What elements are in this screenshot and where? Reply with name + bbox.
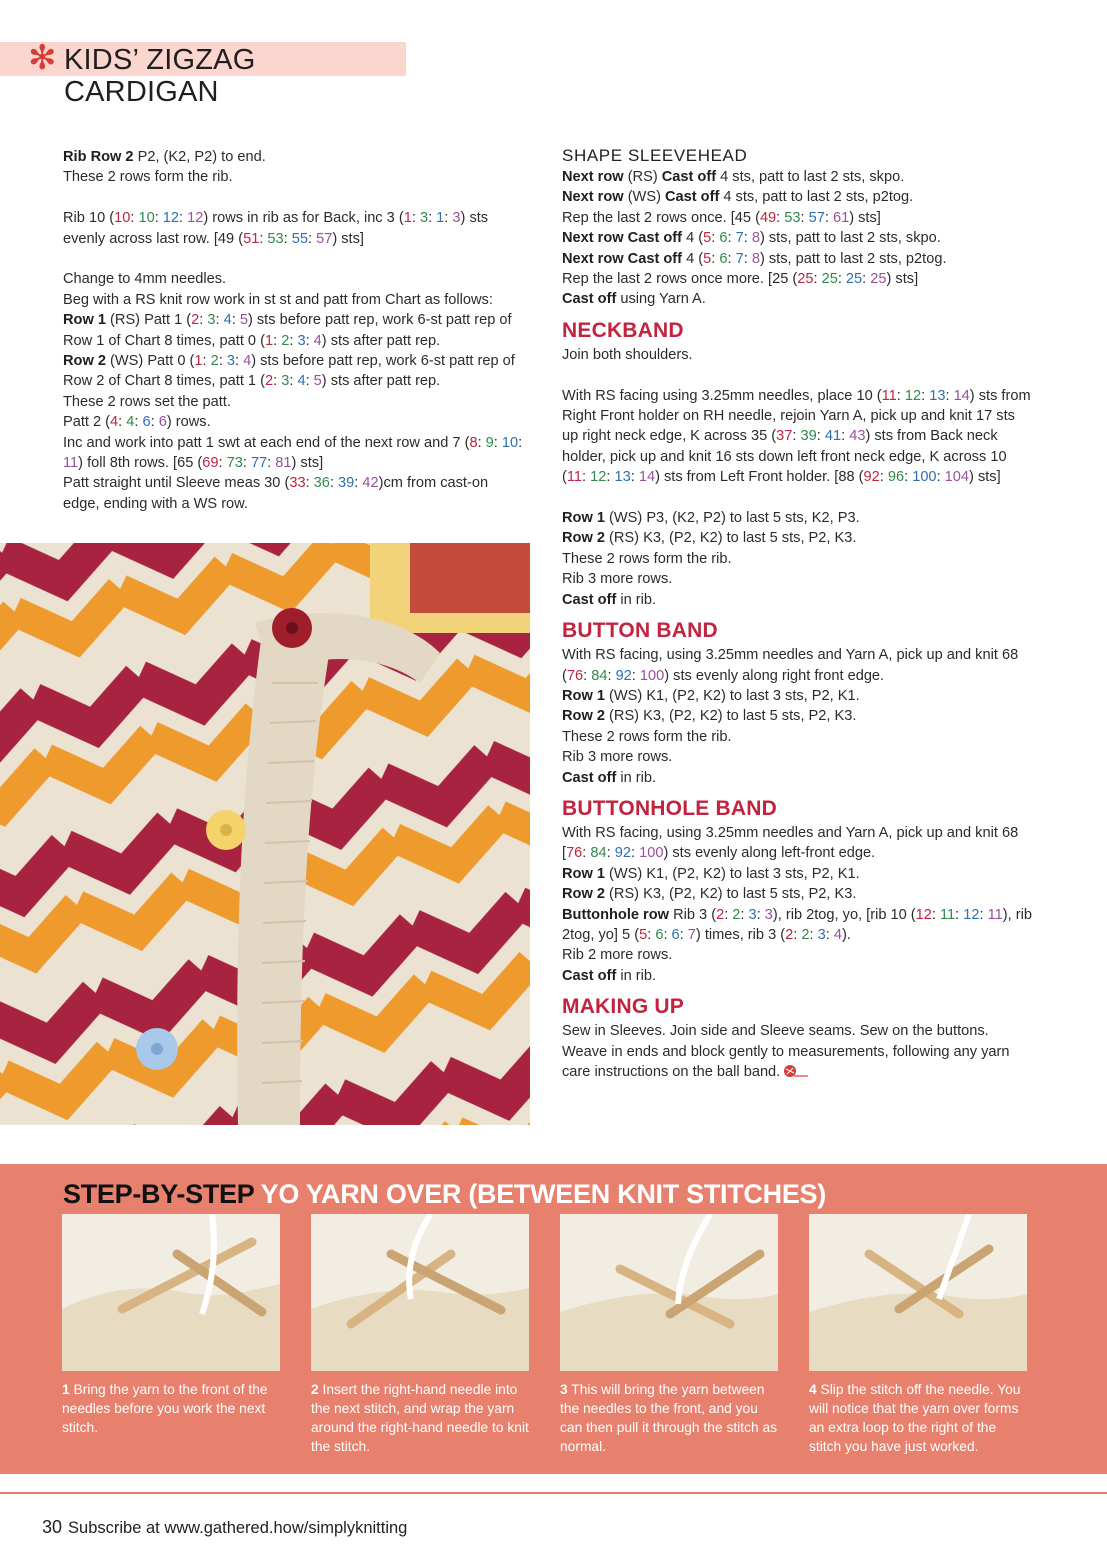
- neck-rib3: Rib 3 more rows.: [562, 571, 673, 588]
- bb-row-2: Row 2 (RS) K3, (P2, K2) to last 5 sts, P2, K3.: [562, 708, 857, 725]
- rib-form: These 2 rows form the rib.: [63, 169, 233, 186]
- rib10-para: Rib 10 (10: 10: 12: 12) rows in rib as for Back, inc 3 (1: 3: 1: 3) sts evenly across last row. [49 (51: 53: 55: 57) sts]: [63, 210, 489, 247]
- step-1-image: [62, 1214, 280, 1371]
- step-2-caption: 2 Insert the right-hand needle into the next stitch, and wrap the yarn around the right-hand needle to knit the stitch.: [311, 1382, 529, 1454]
- sh-line-1: Next row (RS) Cast off 4 sts, patt to last 2 sts, skpo.: [562, 169, 905, 185]
- buttonhole-band-heading: BUTTONHOLE BAND: [562, 796, 777, 820]
- change-needles: Change to 4mm needles.: [63, 271, 227, 288]
- red-button-icon: [272, 608, 312, 648]
- row-1: Row 1 (RS) Patt 1 (2: 3: 4: 5) sts before patt rep, work 6-st patt rep of Row 1 of Chart 8 times, patt 0 (1: 2: 3: 4) sts after patt rep.: [63, 312, 512, 349]
- neckband-heading: NECKBAND: [562, 318, 684, 342]
- yarn-ball-icon: [784, 1064, 808, 1078]
- page-title: KIDS’ ZIGZAG CARDIGAN: [64, 44, 256, 108]
- steps-title: STEP-BY-STEP YO YARN OVER (BETWEEN KNIT STITCHES): [63, 1179, 826, 1209]
- button-band-heading: BUTTON BAND: [562, 619, 718, 643]
- bh-rib2: Rib 2 more rows.: [562, 947, 673, 964]
- bb-rib3: Rib 3 more rows.: [562, 749, 673, 766]
- sh-line-7: Cast off using Yarn A.: [562, 291, 706, 308]
- bh-cast-off: Cast off in rib.: [562, 967, 657, 984]
- right-column: [562, 145, 1032, 1082]
- making-up-text: Sew in Sleeves. Join side and Sleeve seams. Sew on the buttons. Weave in ends and block gently to measurements, following any yarn care instructions on the ball band.: [562, 1023, 1010, 1080]
- sh-line-6: Rep the last 2 rows once more. [25 (25: 25: 25: 25) sts]: [562, 271, 919, 288]
- set-patt: These 2 rows set the patt.: [63, 393, 231, 410]
- bb-row-1: Row 1 (WS) K1, (P2, K2) to last 3 sts, P2, K1.: [562, 687, 860, 704]
- row-2: Row 2 (WS) Patt 0 (1: 2: 3: 4) sts before patt rep, work 6-st patt rep of Row 2 of Chart 8 times, patt 1 (2: 3: 4: 5) sts after patt rep.: [63, 353, 515, 390]
- step-2-image: [311, 1214, 529, 1371]
- asterisk-icon: ✻: [28, 39, 57, 77]
- bb-para: With RS facing, using 3.25mm needles and Yarn A, pick up and knit 68 (76: 84: 92: 100) sts evenly along right front edge.: [562, 647, 1019, 684]
- footer: [42, 1517, 407, 1538]
- rib-row-2: Rib Row 2 P2, (K2, P2) to end.: [63, 149, 266, 165]
- sh-line-5: Next row Cast off 4 (5: 6: 7: 8) sts, patt to last 2 sts, p2tog.: [562, 250, 947, 267]
- bh-row-1: Row 1 (WS) K1, (P2, K2) to last 3 sts, P2, K1.: [562, 865, 860, 882]
- step-4-image: [809, 1214, 1027, 1371]
- making-up-heading: MAKING UP: [562, 995, 684, 1019]
- sh-line-2: Next row (WS) Cast off 4 sts, patt to last 2 sts, p2tog.: [562, 189, 914, 206]
- step-1-caption: 1 Bring the yarn to the front of the needles before you work the next stitch.: [62, 1382, 268, 1435]
- step-3-image: [560, 1214, 778, 1371]
- neck-cast-off: Cast off in rib.: [562, 591, 657, 608]
- step-3-caption: 3 This will bring the yarn between the needles to the front, and you can then pull it through the stitch as normal.: [560, 1382, 778, 1454]
- step-by-step-panel: [0, 1164, 1107, 1474]
- section-heading: SHAPE SLEEVEHEAD: [562, 146, 748, 165]
- footer-divider: [0, 1492, 1107, 1494]
- sh-line-3: Rep the last 2 rows once. [45 (49: 53: 57: 61) sts]: [562, 209, 881, 226]
- step-3: [560, 1214, 778, 1456]
- straight-para: Patt straight until Sleeve meas 30 (33: 36: 39: 42)cm from cast-on edge, ending with a WS row.: [63, 475, 489, 512]
- step-1: [62, 1214, 280, 1437]
- buttonhole-row: Buttonhole row Rib 3 (2: 2: 3: 3), rib 2tog, yo, [rib 10 (12: 11: 12: 11), rib 2tog, yo] 5 (5: 6: 6: 7) times, rib 3 (2: 2: 3: 4).: [562, 906, 1032, 943]
- yellow-button-icon: [206, 810, 246, 850]
- left-column: [63, 147, 528, 514]
- step-2: [311, 1214, 529, 1456]
- patt-2: Patt 2 (4: 4: 6: 6) rows.: [63, 414, 211, 431]
- beg-text: Beg with a RS knit row work in st st and patt from Chart as follows:: [63, 291, 493, 308]
- footer-link[interactable]: Subscribe at www.gathered.how/simplyknitting: [68, 1519, 408, 1537]
- cardigan-photo: [0, 543, 530, 1125]
- neck-row-2: Row 2 (RS) K3, (P2, K2) to last 5 sts, P2, K3.: [562, 530, 857, 547]
- section-header: [0, 39, 406, 108]
- sh-line-4: Next row Cast off 4 (5: 6: 7: 8) sts, patt to last 2 sts, skpo.: [562, 230, 941, 247]
- neck-form: These 2 rows form the rib.: [562, 550, 732, 567]
- blue-button-icon: [136, 1028, 178, 1070]
- step-4-caption: 4 Slip the stitch off the needle. You will notice that the yarn over forms an extra loop to the right of the stitch you have just worked.: [809, 1382, 1021, 1454]
- neck-join: Join both shoulders.: [562, 346, 693, 363]
- inc-para: Inc and work into patt 1 swt at each end of the next row and 7 (8: 9: 10: 11) foll 8th rows. [65 (69: 73: 77: 81) sts]: [63, 434, 523, 472]
- step-4: [809, 1214, 1027, 1456]
- page-number: 30: [42, 1517, 63, 1537]
- bb-cast-off: Cast off in rib.: [562, 769, 657, 786]
- bh-row-2: Row 2 (RS) K3, (P2, K2) to last 5 sts, P2, K3.: [562, 886, 857, 903]
- bh-para: With RS facing, using 3.25mm needles and Yarn A, pick up and knit 68 [76: 84: 92: 100) sts evenly along left-front edge.: [562, 824, 1019, 862]
- neck-row-1: Row 1 (WS) P3, (K2, P2) to last 5 sts, K2, P3.: [562, 510, 860, 527]
- bb-form: These 2 rows form the rib.: [562, 728, 732, 745]
- neck-para: With RS facing using 3.25mm needles, place 10 (11: 12: 13: 14) sts from Right Front holder on RH needle, rejoin Yarn A, pick up and knit 17 sts up right neck edge, K across 35 (37: 39: 41: 43) sts from Back neck holder, pick up and knit 16 sts down left front neck edge, K across 10 (11: 12: 13: 14) sts from Left Front holder. [88 (92: 96: 100: 104) sts]: [562, 387, 1031, 486]
